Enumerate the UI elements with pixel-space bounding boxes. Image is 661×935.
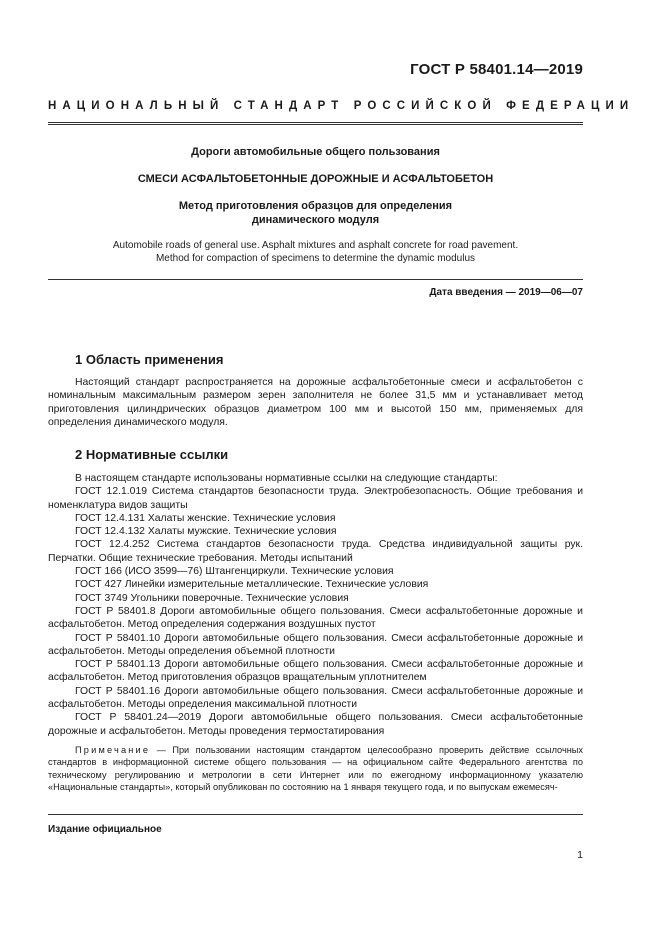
section-2-title: 2 Нормативные ссылки [75, 447, 229, 462]
references-list [48, 472, 583, 738]
references-intro: В настоящем стандарте использованы нормативные ссылки на следующие стандарты: [75, 473, 498, 484]
section-1-paragraph: Настоящий стандарт распространяется на дорожные асфальтобетонные смеси и асфальтобетон с номинальным максимальным размером зерен заполнителя не более 31,5 мм и устанавливает метод приготовления цилиндрических образцов диаметром 100 мм и высотой 150 мм, применяемых для определения динамического модуля. [48, 377, 583, 428]
english-title [48, 239, 583, 265]
reference-item: ГОСТ 427 Линейки измерительные металлические. Технические условия [75, 579, 429, 591]
method-title-line-1: Метод приготовления образцов для определения [178, 200, 453, 212]
intro-date: Дата введения — 2019—06—07 [429, 287, 583, 298]
reference-item: ГОСТ 12.4.252 Система стандартов безопасности труда. Средства индивидуальной защиты рук. Перчатки. Общие технические требования. Методы испытаний [48, 539, 583, 564]
section-1-title: 1 Область применения [75, 352, 224, 367]
reference-item: ГОСТ 3749 Угольники поверочные. Технические условия [75, 592, 349, 604]
reference-item: ГОСТ Р 58401.13 Дороги автомобильные общего пользования. Смеси асфальтобетонные дорожные и асфальтобетон. Метод приготовления образцов вращательным уплотнителем [48, 659, 583, 684]
footer-rule [48, 814, 583, 815]
reference-item: ГОСТ Р 58401.16 Дороги автомобильные общего пользования. Смеси асфальтобетонные дорожные и асфальтобетон. Методы определения максимальной плотности [48, 685, 583, 711]
english-title-line-2: Method for compaction of specimens to determine the dynamic modulus [155, 253, 476, 264]
note-text: — При пользовании настоящим стандартом целесообразно проверить действие ссылочных стандартов в информационной системе общего пользования — на официальном сайте Федерального агентства по техническому регулированию и метрологии в сети Интернет или по ежегодному информационному указателю «Национальные стандарты», который опубликован по состоянию на 1 января текущего года, и по выпускам ежемесяч- [48, 745, 583, 792]
intro-date-rule [48, 279, 583, 280]
road-title: Дороги автомобильные общего пользования [191, 146, 440, 158]
reference-item: ГОСТ Р 58401.10 Дороги автомобильные общего пользования. Смеси асфальтобетонные дорожные и асфальтобетон. Методы определения объемной плотности [48, 632, 583, 657]
header-rule-top [48, 122, 583, 123]
header-rule-bottom [48, 124, 583, 125]
reference-item: ГОСТ 12.4.132 Халаты мужские. Технические условия [75, 526, 337, 538]
reference-item: ГОСТ 12.4.131 Халаты женские. Технические условия [75, 512, 336, 524]
english-title-line-1: Automobile roads of general use. Asphalt mixtures and asphalt concrete for road pavement. [112, 240, 519, 251]
page-number: 1 [577, 849, 583, 861]
reference-item: ГОСТ 166 (ИСО 3599—76) Штангенциркули. Технические условия [75, 566, 394, 578]
reference-item: ГОСТ Р 58401.8 Дороги автомобильные общего пользования. Смеси асфальтобетонные дорожные и асфальтобетон. Метод определения содержания воздушных пустот [48, 605, 583, 631]
section-1-text [48, 376, 583, 429]
reference-item: ГОСТ 12.1.019 Система стандартов безопасности труда. Электробезопасность. Общие требования и номенклатура видов защиты [48, 486, 583, 511]
note-label: Примечание [75, 745, 151, 755]
reference-item: ГОСТ Р 58401.24—2019 Дороги автомобильные общего пользования. Смеси асфальтобетонные дорожные и асфальтобетон. Методы проведения термостатирования [48, 712, 583, 737]
gost-number: ГОСТ Р 58401.14—2019 [410, 61, 583, 78]
method-title-line-2: динамического модуля [251, 214, 380, 226]
note-block [48, 744, 583, 793]
national-standard-heading: НАЦИОНАЛЬНЫЙ СТАНДАРТ РОССИЙСКОЙ ФЕДЕРАЦИИ [48, 100, 635, 112]
method-title [48, 199, 583, 227]
official-edition-label: Издание официальное [48, 824, 162, 835]
main-title: СМЕСИ АСФАЛЬТОБЕТОННЫЕ ДОРОЖНЫЕ И АСФАЛЬТОБЕТОН [137, 173, 494, 185]
